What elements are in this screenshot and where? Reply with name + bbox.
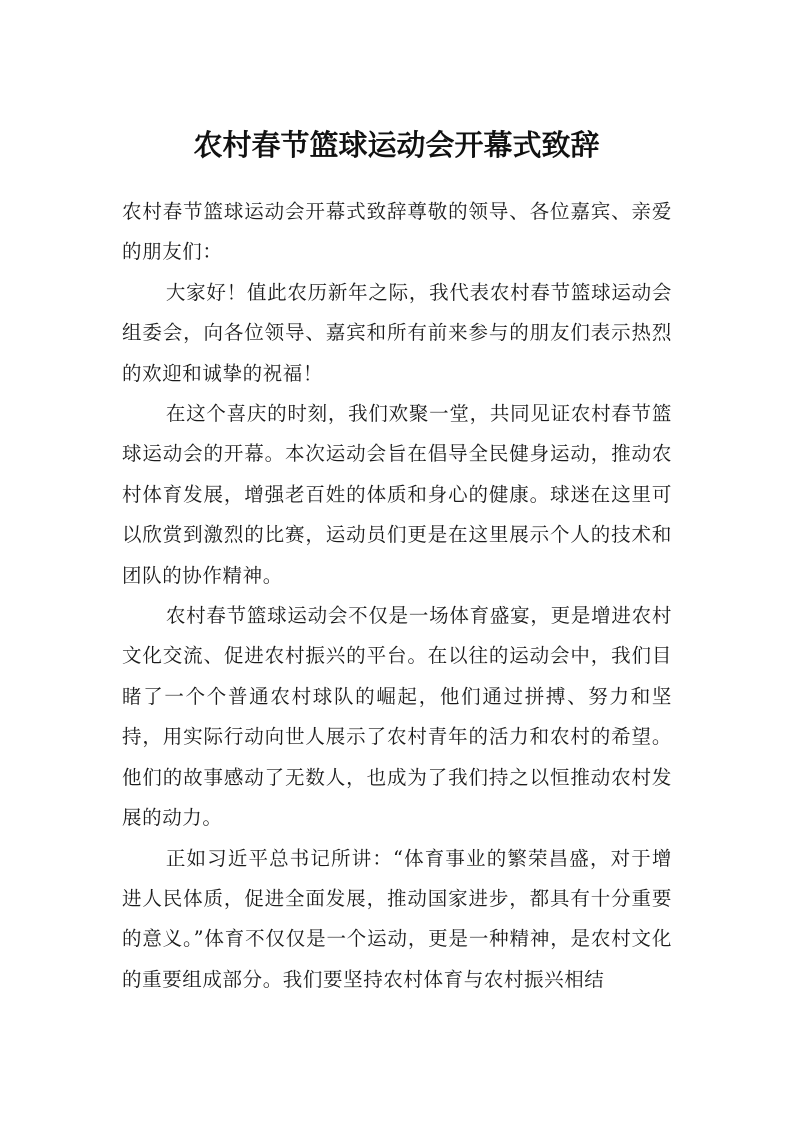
document-body (122, 192, 672, 1000)
paragraph-purpose: 在这个喜庆的时刻，我们欢聚一堂，共同见证农村春节篮球运动会的开幕。本次运动会旨在倡导全民健身运动，推动农村体育发展，增强老百姓的体质和身心的健康。球迷在这里可以欣赏到激烈的比赛，运动员们更是在这里展示个人的技术和团队的协作精神。 (122, 402, 672, 587)
paragraph-significance: 农村春节篮球运动会不仅是一场体育盛宴，更是增进农村文化交流、促进农村振兴的平台。在以往的运动会中，我们目睹了一个个普通农村球队的崛起，他们通过拼搏、努力和坚持，用实际行动向世人展示了农村青年的活力和农村的希望。他们的故事感动了无数人，也成为了我们持之以恒推动农村发展的动力。 (122, 604, 672, 830)
document-title: 农村春节篮球运动会开幕式致辞 (193, 128, 600, 162)
paragraph-salutation: 农村春节篮球运动会开幕式致辞尊敬的领导、各位嘉宾、亲爱的朋友们： (122, 200, 672, 264)
paragraph-greeting: 大家好！值此农历新年之际，我代表农村春节篮球运动会组委会，向各位领导、嘉宾和所有前来参与的朋友们表示热烈的欢迎和诚挚的祝福！ (122, 280, 672, 385)
paragraph-quote: 正如习近平总书记所讲：“体育事业的繁荣昌盛，对于增进人民体质，促进全面发展，推动国家进步，都具有十分重要的意义。”体育不仅仅是一个运动，更是一种精神，是农村文化的重要组成部分。我们要坚持农村体育与农村振兴相结 (122, 846, 672, 991)
